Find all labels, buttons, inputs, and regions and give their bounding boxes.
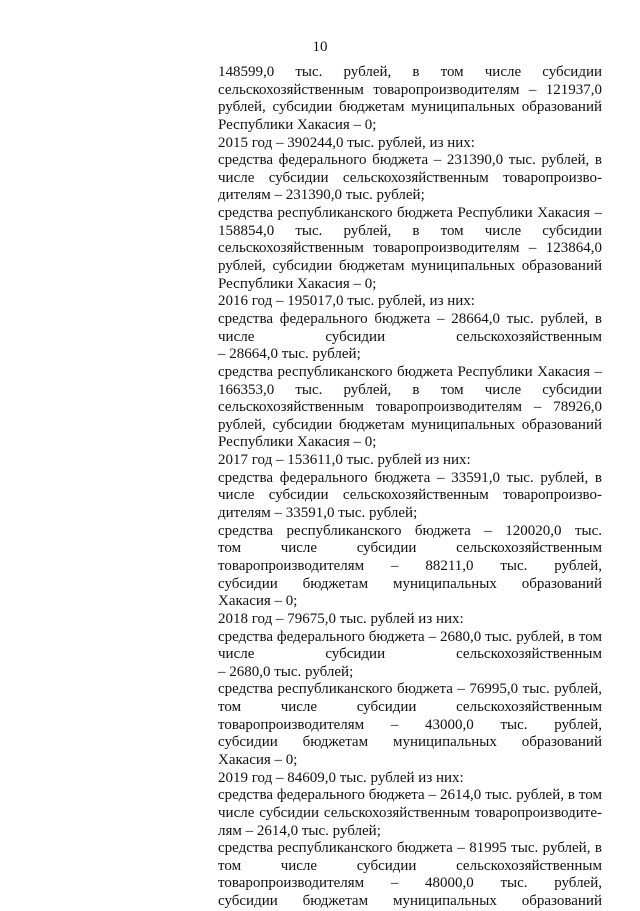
text-line: числе субсидии сельскохозяйственным	[218, 328, 602, 345]
text-line: средства федерального бюджета – 231390,0 тыс. рублей, в	[218, 152, 602, 169]
text-line: средства федерального бюджета – 2680,0 тыс. рублей, в том	[218, 628, 602, 645]
text-line: числе субсидии сельскохозяйственным товаропроизво-	[218, 169, 602, 186]
text-line: 148599,0 тыс. рублей, в том числе субсидии	[218, 64, 602, 80]
text-line: средства федерального бюджета – 33591,0 тыс. рублей, в	[218, 469, 602, 486]
text-line: товаропроизводителям – 48000,0 тыс. рублей,	[218, 875, 602, 892]
text-line: средства республиканского бюджета – 81995 тыс. рублей, в	[218, 840, 602, 857]
text-line: Республики Хакасия – 0;	[218, 434, 377, 451]
text-line: средства республиканского бюджета Республики Хакасия –	[218, 363, 602, 380]
page-number: 10	[312, 39, 328, 55]
text-line: средства федерального бюджета – 28664,0 тыс. рублей, в	[218, 310, 602, 327]
text-line: рублей, субсидии бюджетам муниципальных образований	[218, 258, 602, 275]
text-line: числе субсидии сельскохозяйственным	[218, 646, 602, 663]
text-line: 166353,0 тыс. рублей, в том числе субсидии	[218, 381, 602, 398]
text-line: сельскохозяйственным товаропроизводителям – 123864,0	[218, 240, 602, 257]
text-line: товаропроизводителям – 88211,0 тыс. рублей,	[218, 557, 602, 574]
text-line: субсидии бюджетам муниципальных образований	[218, 734, 602, 751]
text-line: 158854,0 тыс. рублей, в том числе субсидии	[218, 222, 602, 239]
text-line: рублей, субсидии бюджетам муниципальных образований	[218, 416, 602, 433]
text-line: средства республиканского бюджета Республики Хакасия –	[218, 205, 602, 222]
text-line: том числе субсидии сельскохозяйственным	[218, 699, 602, 716]
text-line: Хакасия – 0;	[218, 593, 298, 610]
text-line: субсидии бюджетам муниципальных образований	[218, 575, 602, 592]
text-line: сельскохозяйственным товаропроизводителям – 78926,0	[218, 399, 602, 416]
text-line: рублей, субсидии бюджетам муниципальных образований	[218, 99, 602, 116]
text-line: том числе субсидии сельскохозяйственным	[218, 540, 602, 557]
text-line: средства республиканского бюджета – 120020,0 тыс.	[218, 522, 602, 539]
text-line: числе субсидии сельскохозяйственным товаропроизводите-	[218, 804, 602, 821]
text-line: 2017 год – 153611,0 тыс. рублей из них:	[218, 452, 471, 469]
text-line: субсидии бюджетам муниципальных образований	[218, 893, 602, 910]
text-line: числе субсидии сельскохозяйственным товаропроизво-	[218, 487, 602, 504]
text-line: – 28664,0 тыс. рублей;	[218, 346, 361, 363]
text-line: лям – 2614,0 тыс. рублей;	[218, 822, 381, 839]
text-line: товаропроизводителям – 43000,0 тыс. рублей,	[218, 716, 602, 733]
text-line: том числе субсидии сельскохозяйственным	[218, 857, 602, 874]
text-line: средства федерального бюджета – 2614,0 тыс. рублей, в том	[218, 787, 602, 804]
text-line: – 2680,0 тыс. рублей;	[218, 663, 354, 680]
text-line: Хакасия – 0;	[218, 751, 298, 768]
text-line: 2019 год – 84609,0 тыс. рублей из них:	[218, 769, 464, 786]
text-line: Республики Хакасия – 0;	[218, 275, 377, 292]
text-line: дителям – 33591,0 тыс. рублей;	[218, 505, 418, 522]
text-line: сельскохозяйственным товаропроизводителям – 121937,0	[218, 81, 602, 98]
document-body	[218, 64, 602, 911]
text-line: Республики Хакасия – 0;	[218, 116, 377, 133]
text-line: 2018 год – 79675,0 тыс. рублей из них:	[218, 610, 464, 627]
text-line: 2016 год – 195017,0 тыс. рублей, из них:	[218, 293, 475, 310]
text-line: 2015 год – 390244,0 тыс. рублей, из них:	[218, 134, 475, 151]
text-line: дителям – 231390,0 тыс. рублей;	[218, 187, 425, 204]
text-line: средства республиканского бюджета – 76995,0 тыс. рублей,	[218, 681, 602, 698]
